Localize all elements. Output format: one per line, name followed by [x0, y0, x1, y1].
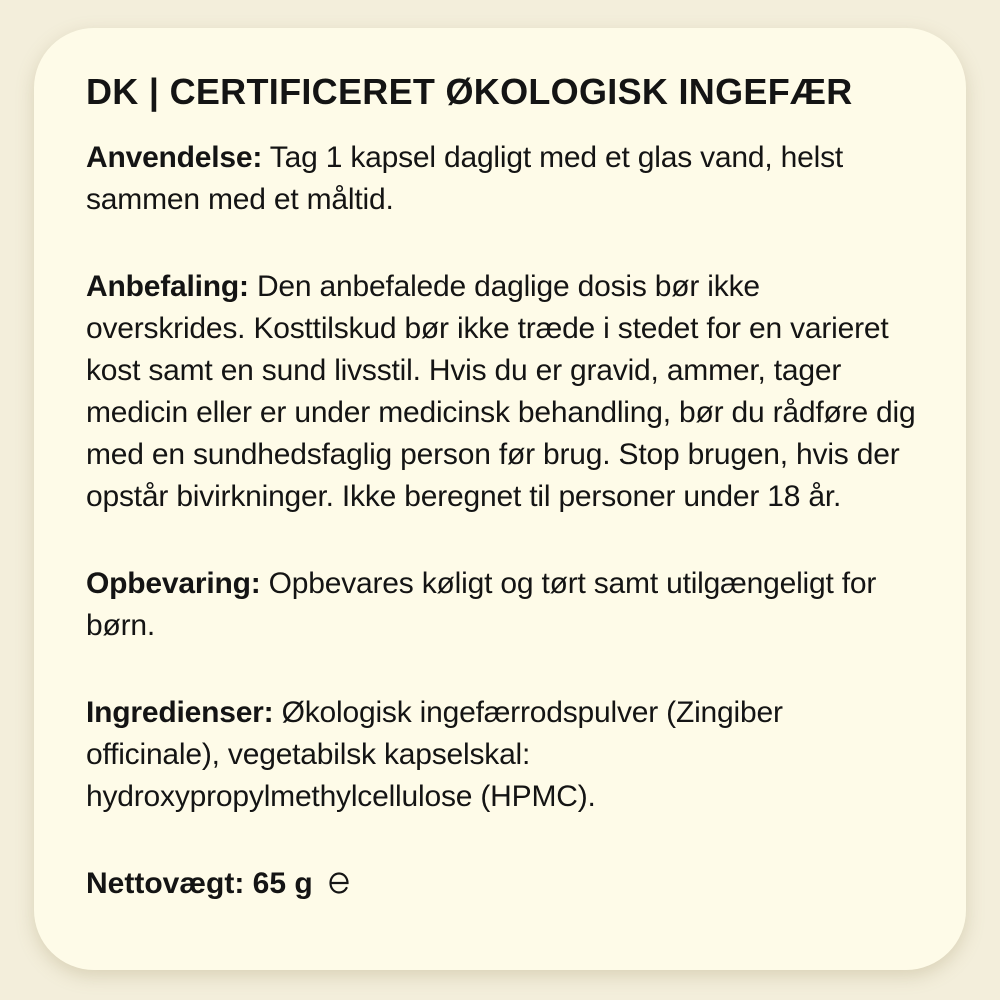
storage-label: Opbevaring: — [86, 567, 261, 600]
estimated-sign-icon — [327, 870, 351, 896]
product-title: DK | CERTIFICERET ØKOLOGISK INGEFÆR — [86, 71, 853, 112]
net-weight-label: Nettovægt: 65 g — [86, 867, 313, 900]
ingredients-text: Økologisk ingefærrodspulver (Zingiber officinale), vegetabilsk kapselskal: hydroxypropylmethylcellulose (HPMC). — [86, 696, 783, 813]
ingredients-label: Ingredienser: — [86, 696, 274, 729]
net-weight — [86, 863, 916, 905]
storage-text: Opbevares køligt og tørt samt utilgængeligt for børn. — [86, 567, 877, 642]
recommendation-label: Anbefaling: — [86, 270, 249, 303]
usage-text: Tag 1 kapsel dagligt med et glas vand, helst sammen med et måltid. — [86, 141, 844, 216]
label-card — [34, 28, 966, 970]
usage-section — [86, 137, 916, 221]
storage-section — [86, 563, 916, 647]
recommendation-text: Den anbefalede daglige dosis bør ikke overskrides. Kosttilskud bør ikke træde i stedet for en varieret kost samt en sund livsstil. Hvis du er gravid, ammer, tager medicin eller er under medicinsk behandling, bør du rådføre dig med en sundhedsfaglig person før brug. Stop brugen, hvis der opstår bivirkninger. Ikke beregnet til personer under 18 år. — [86, 270, 916, 513]
ingredients-section — [86, 692, 916, 818]
recommendation-section — [86, 266, 916, 518]
usage-label: Anvendelse: — [86, 141, 263, 174]
